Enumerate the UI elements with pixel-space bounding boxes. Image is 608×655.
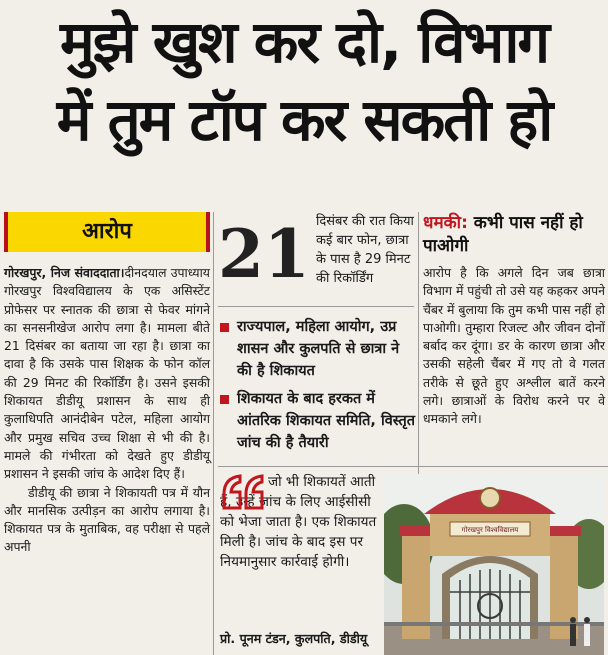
- column-divider-2: [418, 212, 419, 474]
- gate-sign-text: गोरखपुर विश्वविद्यालय: [461, 526, 519, 534]
- bullet-square-icon: [220, 323, 229, 332]
- gate-illustration: [384, 474, 604, 655]
- bullet-text: राज्यपाल, महिला आयोग, उप्र शासन और कुलपति से छात्रा ने की है शिकायत: [237, 319, 400, 379]
- threat-heading-label: धमकी:: [423, 213, 468, 233]
- section-tag: [4, 212, 210, 252]
- divider-horizontal: [218, 306, 414, 307]
- headline: [0, 0, 608, 156]
- byline: गोरखपुर, निज संवाददाता।: [4, 265, 125, 280]
- big-number: 21: [218, 215, 310, 293]
- story-paragraph-1: [4, 264, 210, 484]
- column-main-story: [4, 212, 210, 557]
- highlight-bullets: [220, 316, 416, 460]
- bullet-item: [220, 388, 416, 454]
- story-text-1: दीनदयाल उपाध्याय गोरखपुर विश्वविद्यालय के एक असिस्टेंट प्रोफेसर पर स्नातक की छात्रा से फेवर मांगने का सनसनीखेज आरोप लगा है। मामला बीते 21 दिसंबर का बताया जा रहा है। छात्रा का दावा है कि उसके पास शिक्षक के फोन कॉल की 29 मिनट की रिकॉर्डिंग है। उसने इसकी शिकायत डीडीयू प्रशासन के साथ ही कुलाधिपति आनंदीबेन पटेल, महिला आयोग और प्रमुख सचिव उच्च शिक्षा से भी की है। मामले की गंभीरता को देखते हुए डीडीयू प्रशासन ने इसकी जांच के आदेश दिए हैं।: [4, 265, 210, 482]
- section-tag-label: आरोप: [82, 218, 132, 244]
- divider-horizontal: [218, 466, 608, 467]
- threat-text: आरोप है कि अगले दिन जब छात्रा विभाग में पहुंची तो उसे यह कहकर अपने चैंबर में बुलाया कि तुम कभी पास नहीं हो पाओगी। तुम्हारा रिजल्ट और जीवन दोनों बर्बाद कर दूंगा। डर के कारण छात्रा और उसकी सहेली चैंबर में गए तो वे गलत तरीके से छूते हुए अश्लील बातें करने लगे। छात्राओं के विरोध करने पर वे धमकाने लगे।: [423, 265, 605, 427]
- story-paragraph-2: डीडीयू की छात्रा ने शिकायती पत्र में यौन और मानसिक उत्पीड़न का आरोप लगाया है। शिकायत पत्र के मुताबिक, वह परीक्षा से पहले अपनी: [4, 484, 210, 555]
- bullet-text: शिकायत के बाद हरकत में आंतरिक शिकायत समिति, विस्तृत जांच की है तैयारी: [237, 391, 415, 451]
- column-threat: [423, 212, 605, 429]
- headline-line-1: मुझे खुश कर दो, विभाग: [59, 8, 549, 76]
- headline-line-2: में तुम टॉप कर सकती हो: [56, 86, 552, 154]
- column-divider-1: [213, 212, 214, 655]
- threat-heading: [423, 212, 605, 258]
- quote-text: जो भी शिकायतें आती हैं, उन्हें जांच के लिए आईसीसी को भेजा जाता है। एक शिकायत मिली है। जांच के बाद इस पर नियमानुसार कार्रवाई होगी।: [220, 474, 377, 570]
- highlight-intro: दिसंबर की रात किया कई बार फोन, छात्रा के पास है 29 मिनट की रिकॉर्डिंग: [316, 214, 414, 286]
- bullet-item: [220, 316, 416, 382]
- threat-heading-text: कभी पास नहीं हो पाओगी: [423, 213, 583, 256]
- bullet-square-icon: [220, 395, 229, 404]
- quote-attribution: प्रो. पूनम टंडन, कुलपति, डीडीयू: [220, 631, 368, 646]
- quote-mark-icon: [220, 472, 268, 512]
- university-gate-photo: [384, 474, 604, 655]
- vc-quote: [220, 472, 378, 572]
